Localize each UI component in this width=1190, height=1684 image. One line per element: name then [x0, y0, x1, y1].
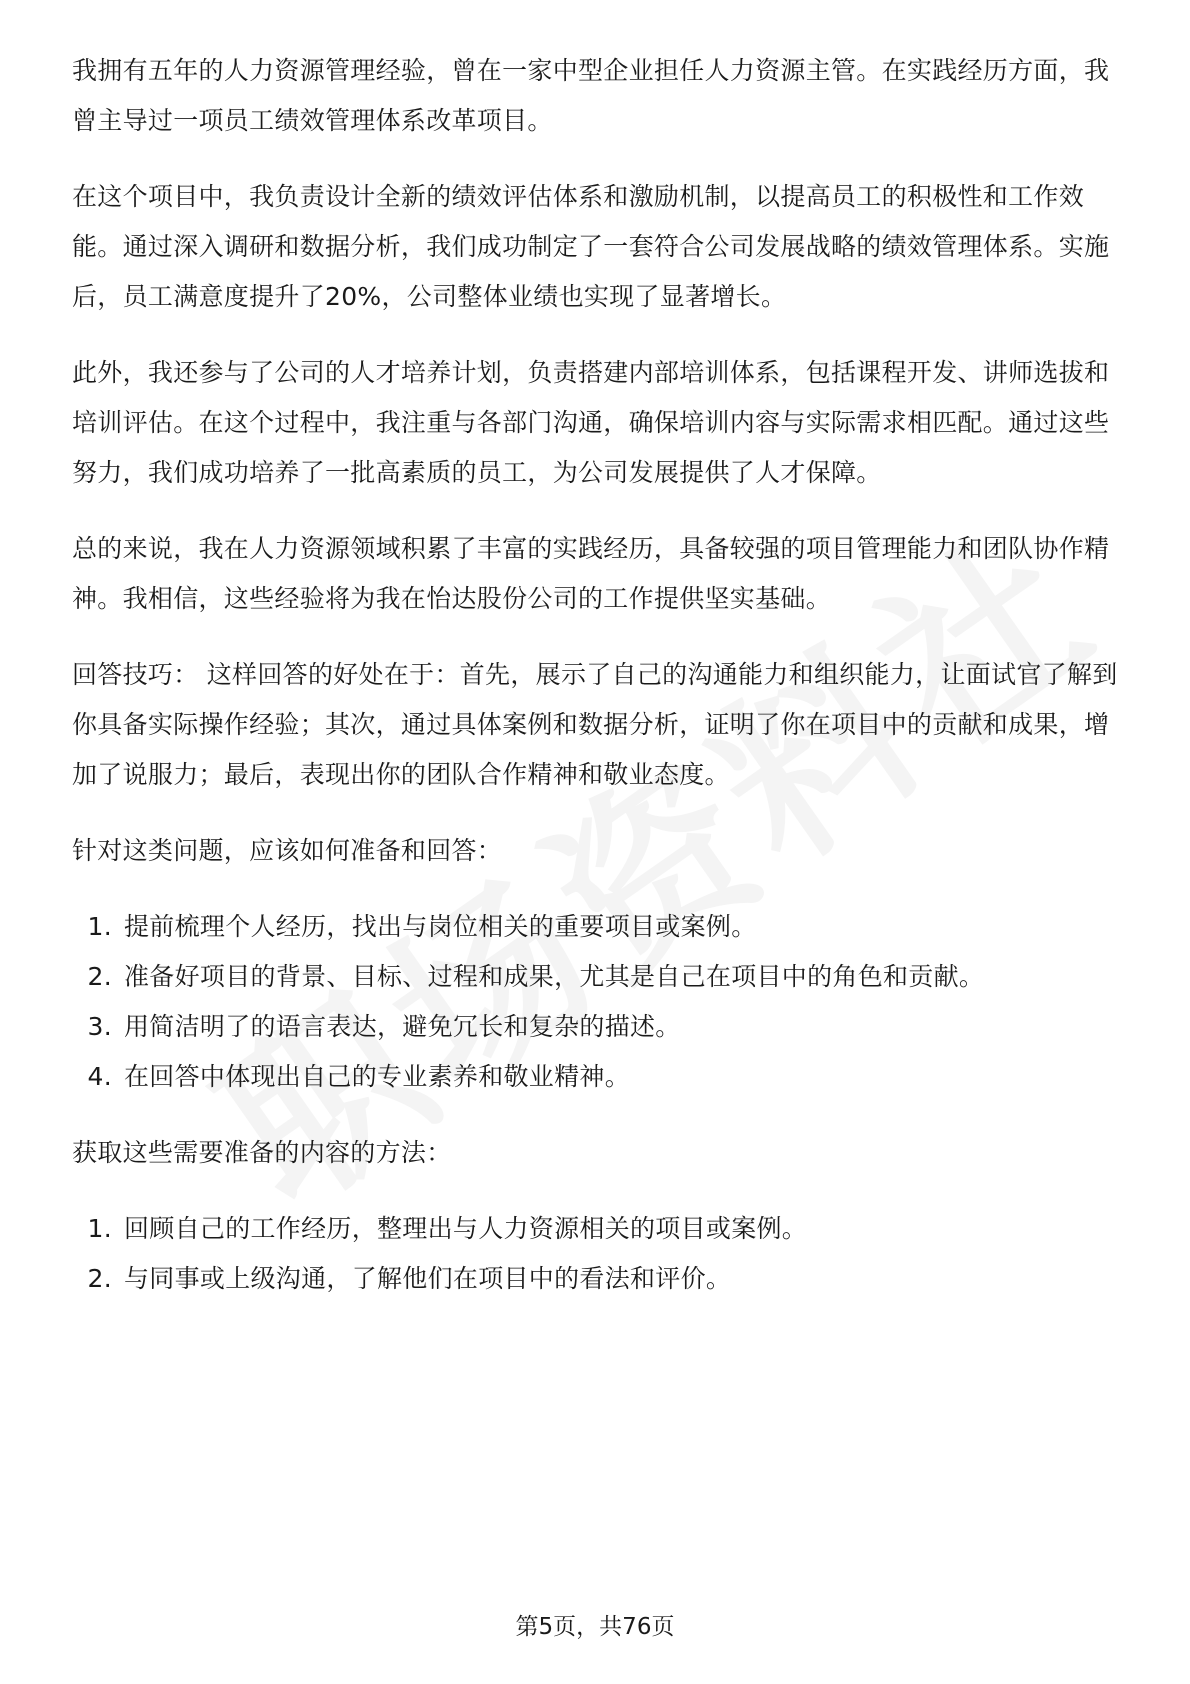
list-text: 与同事或上级沟通，了解他们在项目中的看法和评价。 [124, 1264, 732, 1293]
list-text: 准备好项目的背景、目标、过程和成果，尤其是自己在项目中的角色和贡献。 [124, 962, 985, 991]
page-content [72, 46, 1122, 1330]
paragraph-summary: 总的来说，我在人力资源领域积累了丰富的实践经历，具备较强的项目管理能力和团队协作精神。我相信，这些经验将为我在怡达股份公司的工作提供坚实基础。 [72, 534, 1110, 613]
paragraph-answer-tips: 回答技巧： 这样回答的好处在于：首先，展示了自己的沟通能力和组织能力，让面试官了解到你具备实际操作经验；其次，通过具体案例和数据分析，证明了你在项目中的贡献和成果，增加了说服力；最后，表现出你的团队合作精神和敬业态度。 [72, 660, 1118, 789]
heading-methods: 获取这些需要准备的内容的方法： [72, 1138, 452, 1167]
list-text: 提前梳理个人经历，找出与岗位相关的重要项目或案例。 [124, 912, 757, 941]
list-number: 4. [87, 1062, 112, 1091]
list-item [72, 1002, 1122, 1052]
method-list [72, 1204, 1122, 1304]
heading-how-to-prepare: 针对这类问题，应该如何准备和回答： [72, 836, 503, 865]
paragraph-talent-program: 此外，我还参与了公司的人才培养计划，负责搭建内部培训体系，包括课程开发、讲师选拔和培训评估。在这个过程中，我注重与各部门沟通，确保培训内容与实际需求相匹配。通过这些努力，我们成功培养了一批高素质的员工，为公司发展提供了人才保障。 [72, 358, 1110, 487]
list-item [72, 1052, 1122, 1102]
list-item [72, 1254, 1122, 1304]
prep-list [72, 902, 1122, 1102]
paragraph-performance-project: 在这个项目中，我负责设计全新的绩效评估体系和激励机制，以提高员工的积极性和工作效能。通过深入调研和数据分析，我们成功制定了一套符合公司发展战略的绩效管理体系。实施后，员工满意度提升了20%，公司整体业绩也实现了显著增长。 [72, 182, 1110, 311]
list-number: 1. [87, 1214, 112, 1243]
list-text: 用简洁明了的语言表达，避免冗长和复杂的描述。 [124, 1012, 681, 1041]
list-number: 2. [87, 962, 112, 991]
list-number: 2. [87, 1264, 112, 1293]
list-item [72, 952, 1122, 1002]
list-number: 1. [87, 912, 112, 941]
page-footer: 第5页，共76页 [515, 1614, 675, 1640]
list-text: 在回答中体现出自己的专业素养和敬业精神。 [124, 1062, 631, 1091]
list-item [72, 902, 1122, 952]
paragraph-experience-intro: 我拥有五年的人力资源管理经验，曾在一家中型企业担任人力资源主管。在实践经历方面，我曾主导过一项员工绩效管理体系改革项目。 [72, 56, 1110, 135]
list-number: 3. [87, 1012, 112, 1041]
list-text: 回顾自己的工作经历，整理出与人力资源相关的项目或案例。 [124, 1214, 808, 1243]
list-item [72, 1204, 1122, 1254]
